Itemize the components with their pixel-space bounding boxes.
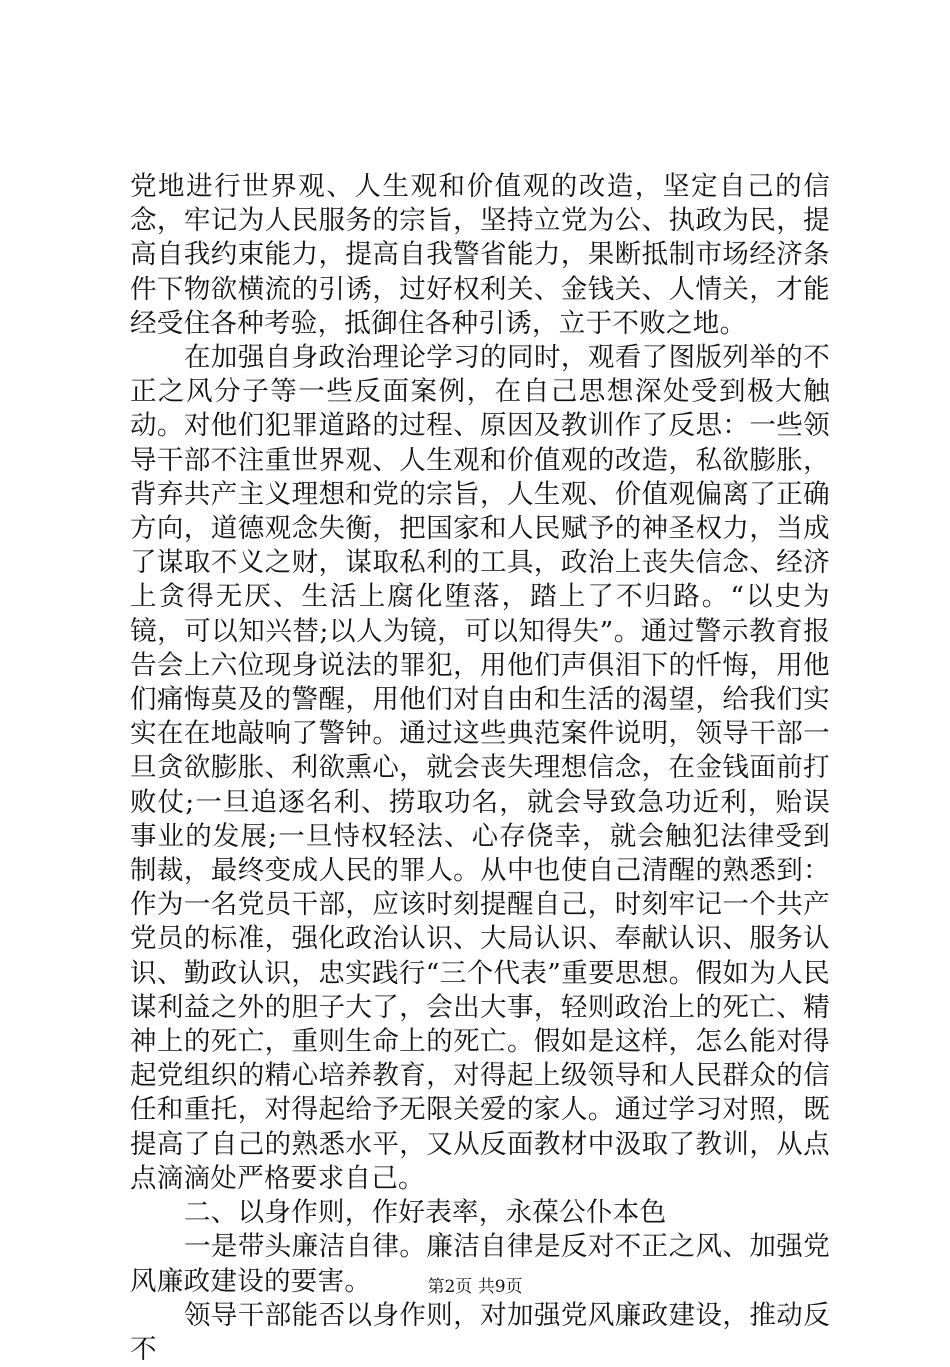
section-heading: 二、以身作则，作好表率，永葆公仆本色 [184,1197,667,1229]
paragraph-1: 党地进行世界观、人生观和价值观的改造，坚定自己的信念，牢记为人民服务的宗旨，坚持立党为公、执政为民，提高自我约束能力，提高自我警省能力，果断抵制市场经济条件下物欲横流的引诱，过好权利关、金钱关、人情关，才能经受住各种考验，抵御住各种引诱，立于不败之地。 [130,171,830,339]
paragraph-2: 在加强自身政治理论学习的同时，观看了图版列举的不正之风分子等一些反面案例，在自己思想深处受到极大触动。对他们犯罪道路的过程、原因及教训作了反思：一些领导干部不注重世界观、人生观和价值观的改造，私欲膨胀，背弃共产主义理想和党的宗旨，人生观、价值观偏离了正确方向，道德观念失衡，把国家和人民赋予的神圣权力，当成了谋取不义之财，谋取私利的工具，政治上丧失信念、经济上贪得无厌、生活上腐化堕落，踏上了不归路。“以史为镜，可以知兴替;以人为镜，可以知得失”。通过警示教育报告会上六位现身说法的罪犯，用他们声俱泪下的忏悔，用他们痛悔莫及的警醒，用他们对自由和生活的渴望，给我们实实在在地敲响了警钟。通过这些典范案件说明，领导干部一旦贪欲膨胀、利欲熏心，就会丧失理想信念，在金钱面前打败仗;一旦追逐名利、捞取功名，就会导致急功近利，贻误事业的发展;一旦恃权轻法、心存侥幸，就会触犯法律受到制裁，最终变成人民的罪人。从中也使自己清醒的熟悉到：作为一名党员干部，应该时刻提醒自己，时刻牢记一个共产党员的标准，强化政治认识、大局认识、奉献认识、服务认识、勤政认识，忠实践行“三个代表”重要思想。假如为人民谋利益之外的胆子大了，会出大事，轻则政治上的死亡、精神上的死亡，重则生命上的死亡。假如是这样，怎么能对得起党组织的精心培养教育，对得起上级领导和人民群众的信任和重托，对得起给予无限关爱的家人。通过学习对照，既提高了自己的熟悉水平，又从反面教材中汲取了教训，从点点滴滴处严格要求自己。 [130,342,830,1194]
document-body [130,170,830,1367]
paragraph-3: 一是带头廉洁自律。廉洁自律是反对不正之风、加强党风廉政建设的要害。 [130,1231,830,1297]
paragraph-4: 领导干部能否以身作则，对加强党风廉政建设，推动反不 [130,1299,830,1365]
page-number-footer: 第2页 共9页 [427,1277,523,1297]
